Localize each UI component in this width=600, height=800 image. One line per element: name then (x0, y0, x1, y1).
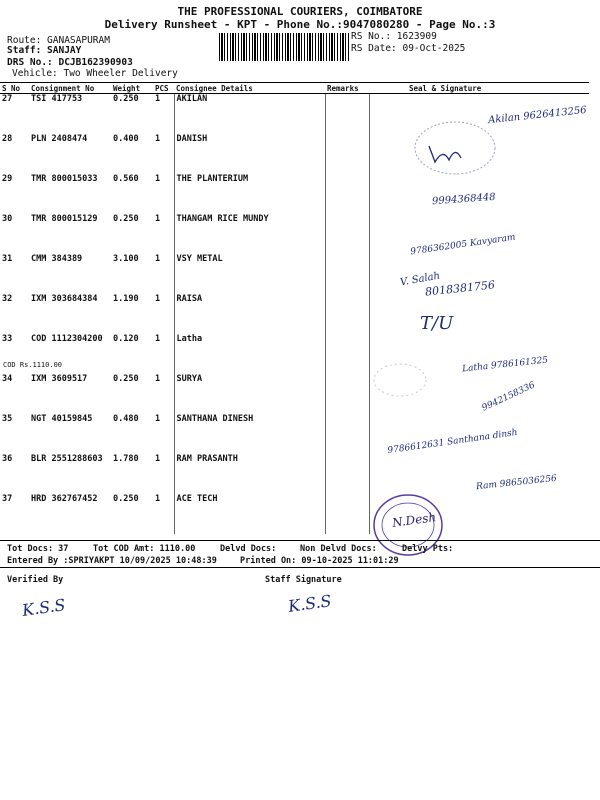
table-row (0, 254, 589, 294)
col-consignee: Consignee Details (174, 83, 325, 94)
weight: 0.250 (113, 94, 139, 104)
consignment-no: IXM 303684384 (31, 294, 98, 304)
weight: 0.250 (113, 374, 139, 384)
staff-signature-label: Staff Signature (265, 575, 342, 585)
handwritten-signature: Ram 9865036256 (475, 473, 558, 493)
sno: 37 (2, 494, 13, 504)
consignee: VSY METAL (174, 254, 325, 294)
footer-divider (0, 540, 600, 541)
company-title: THE PROFESSIONAL COURIERS, COIMBATORE (177, 5, 423, 18)
table-row (0, 294, 589, 334)
sno: 35 (2, 414, 13, 424)
col-pcs: PCS (153, 83, 174, 94)
rs-number: RS No.: 1623909 (351, 31, 437, 42)
runsheet-title: Delivery Runsheet - KPT - Phone No.:9047080280 - Page No.:3 (104, 18, 496, 31)
consignment-no: COD 1112304200 (31, 334, 103, 344)
remarks-cell (325, 374, 369, 414)
entered-by: Entered By :SPRIYAKPT 10/09/2025 10:48:39 (7, 556, 217, 566)
col-seal: Seal & Signature (369, 83, 589, 94)
consignment-no: TMR 800015129 (31, 214, 98, 224)
handwritten-signature: T/U (420, 313, 454, 334)
remarks-cell (325, 414, 369, 454)
drs-number: DRS No.: DCJB162390903 (7, 57, 133, 68)
staff-initials: K.S.S (286, 591, 333, 616)
handwritten-signature: Akilan 9626413256 (487, 104, 588, 127)
consignee: SURYA (174, 374, 325, 414)
handwritten-signature: 9942158336 (480, 380, 537, 414)
consignee: SANTHANA DINESH (174, 414, 325, 454)
pcs: 1 (155, 174, 161, 184)
sno: 31 (2, 254, 13, 264)
delivered-docs: Delvd Docs: (220, 544, 277, 554)
signature-scribble-icon (425, 140, 465, 170)
sno: 27 (2, 94, 13, 104)
pcs: 1 (155, 214, 161, 224)
consignment-no: TSI 417753 (31, 94, 83, 104)
printed-on: Printed On: 09-10-2025 11:01:29 (240, 556, 399, 566)
pcs: 1 (155, 414, 161, 424)
consignment-no: HRD 362767452 (31, 494, 98, 504)
footer-divider (0, 567, 600, 568)
staff-label: Staff: SANJAY (7, 45, 82, 56)
table-row (0, 134, 589, 174)
sno: 34 (2, 374, 13, 384)
consignee: THE PLANTERIUM (174, 174, 325, 214)
weight: 3.100 (113, 254, 139, 264)
weight: 0.560 (113, 174, 139, 184)
weight: 0.120 (113, 334, 139, 344)
handwritten-signature: 9786612631 Santhana dinsh (386, 427, 519, 457)
sno: 32 (2, 294, 13, 304)
remarks-cell (325, 134, 369, 174)
consignee: ACE TECH (174, 494, 325, 534)
table-row (0, 494, 589, 534)
seal-cell (369, 294, 589, 334)
consignment-no: BLR 2551288603 (31, 454, 103, 464)
consignment-no: NGT 40159845 (31, 414, 93, 424)
total-cod-amount: Tot COD Amt: 1110.00 (93, 544, 196, 554)
remarks-cell (325, 174, 369, 214)
consignment-no: IXM 3609517 (31, 374, 88, 384)
verified-by-label: Verified By (7, 575, 64, 585)
col-remarks: Remarks (325, 83, 369, 94)
sno: 29 (2, 174, 13, 184)
barcode (219, 33, 349, 61)
weight: 0.250 (113, 494, 139, 504)
pcs: 1 (155, 494, 161, 504)
remarks-cell (325, 494, 369, 534)
table-header-row (0, 83, 589, 94)
sno: 28 (2, 134, 13, 144)
consignee: THANGAM RICE MUNDY (174, 214, 325, 254)
remarks-cell (325, 94, 369, 135)
table-row (0, 174, 589, 214)
sno: 30 (2, 214, 13, 224)
sno: 33 (2, 334, 13, 344)
col-weight: Weight (111, 83, 153, 94)
rs-date: RS Date: 09-Oct-2025 (351, 43, 466, 54)
seal-cell (369, 214, 589, 254)
pcs: 1 (155, 294, 161, 304)
consignee: AKILAN (174, 94, 325, 135)
pcs: 1 (155, 134, 161, 144)
handwritten-signature: 8018381756 (424, 278, 496, 299)
pcs: 1 (155, 334, 161, 344)
remarks-cell (325, 294, 369, 334)
pcs: 1 (155, 374, 161, 384)
col-sno: S No (0, 83, 29, 94)
remarks-cell (325, 454, 369, 494)
weight: 0.250 (113, 214, 139, 224)
remarks-cell (325, 334, 369, 374)
weight: 1.190 (113, 294, 139, 304)
handwritten-signature: 9994368448 (431, 191, 496, 208)
vehicle-label: Vehicle: Two Wheeler Delivery (12, 68, 178, 79)
pcs: 1 (155, 454, 161, 464)
consignment-no: CMM 384389 (31, 254, 83, 264)
remarks-cell (325, 214, 369, 254)
weight: 1.780 (113, 454, 139, 464)
sno: 36 (2, 454, 13, 464)
handwritten-signature: Latha 9786161325 (461, 355, 549, 375)
handwritten-signature: 9786362005 Kavyaram (409, 232, 517, 258)
consignment-no: PLN 2408474 (31, 134, 88, 144)
cod-amount-note: COD Rs.1110.00 (3, 361, 63, 369)
pcs: 1 (155, 254, 161, 264)
consignee: RAM PRASANTH (174, 454, 325, 494)
total-docs: Tot Docs: 37 (7, 544, 69, 554)
weight: 0.480 (113, 414, 139, 424)
consignee: Latha (174, 334, 325, 374)
handwritten-signature: V. Salah (399, 270, 441, 289)
pcs: 1 (155, 94, 161, 104)
consignment-no: TMR 800015033 (31, 174, 98, 184)
remarks-cell (325, 254, 369, 294)
verifier-initials: K.S.S (20, 595, 67, 620)
delivery-points: Delvy Pts: (402, 544, 454, 554)
route-label: Route: GANASAPURAM (7, 35, 110, 46)
handwritten-signature: N.Desh (391, 509, 437, 531)
non-delivered-docs: Non Delvd Docs: (300, 544, 377, 554)
col-consignment: Consignment No (29, 83, 111, 94)
consignee: RAISA (174, 294, 325, 334)
seal-stamp-icon (370, 360, 430, 400)
runsheet-table (0, 82, 589, 534)
weight: 0.400 (113, 134, 139, 144)
consignee: DANISH (174, 134, 325, 174)
